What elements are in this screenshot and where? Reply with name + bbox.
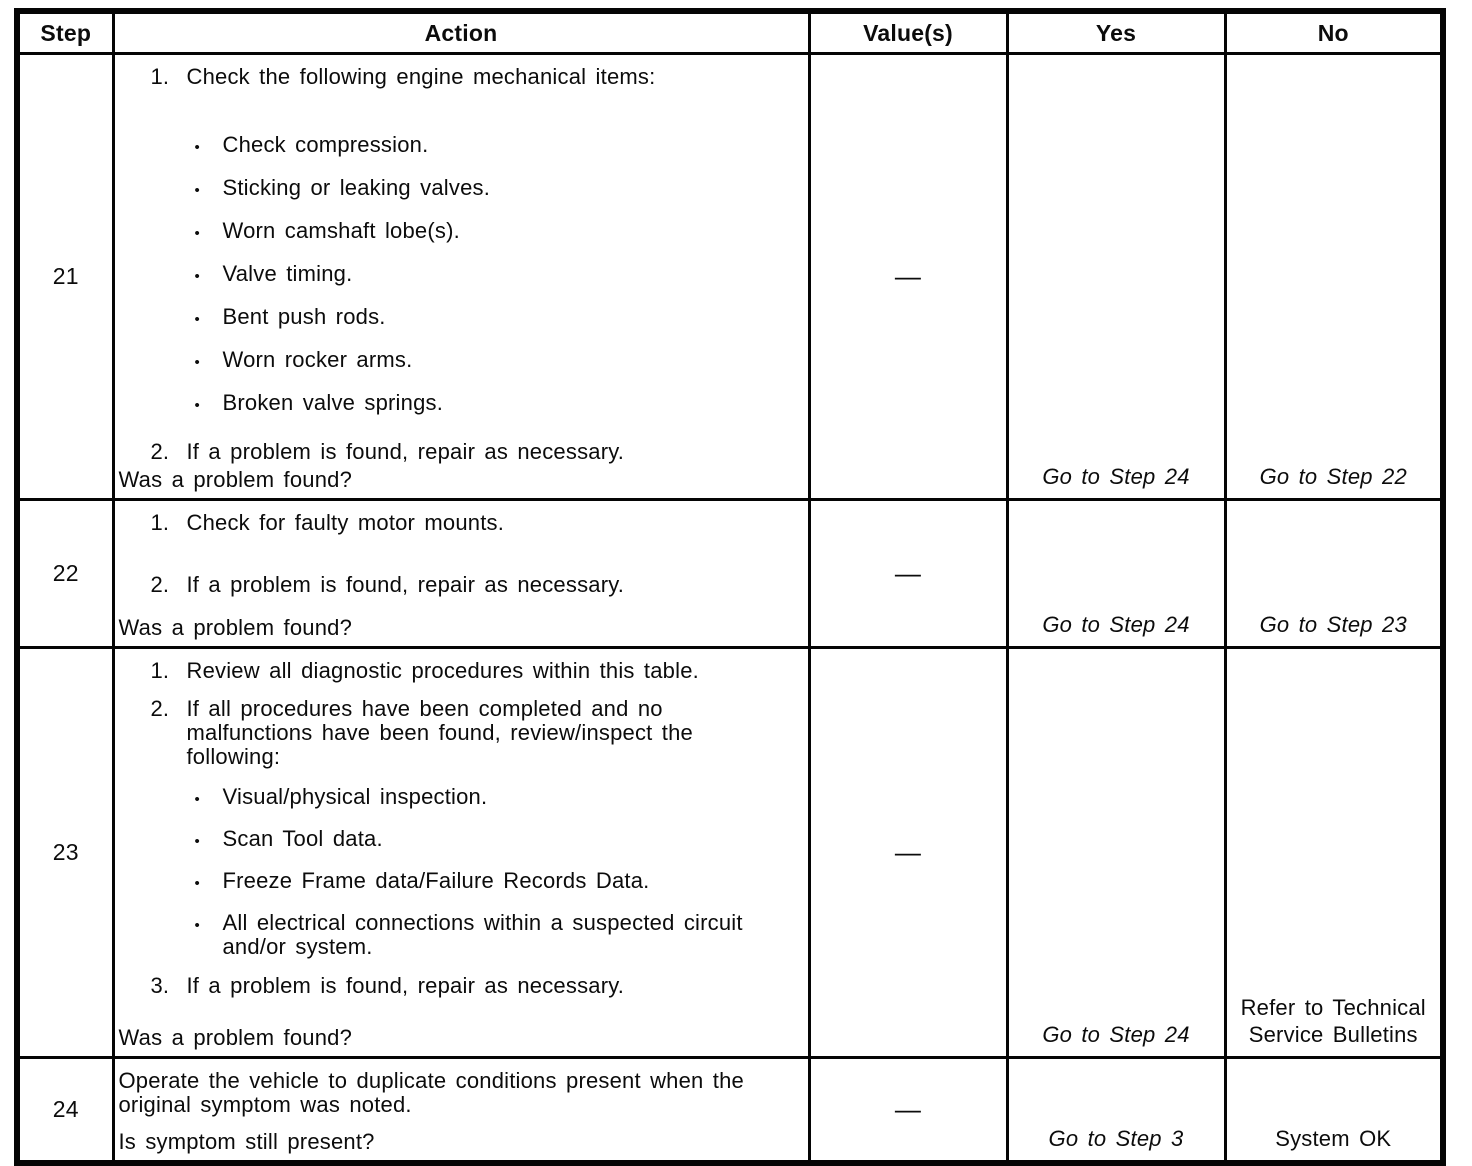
no-cell: System OK bbox=[1225, 1058, 1443, 1163]
bullet-text: Visual/physical inspection. bbox=[222, 784, 488, 809]
bullet-item bbox=[195, 911, 804, 959]
bullet-icon: • bbox=[194, 791, 200, 808]
bullet-icon: • bbox=[194, 139, 200, 156]
numbered-item bbox=[151, 974, 804, 998]
bullet-item bbox=[195, 785, 804, 812]
yes-cell: Go to Step 24 bbox=[1007, 54, 1225, 500]
table-row bbox=[17, 648, 1443, 1058]
numbered-item bbox=[151, 659, 804, 683]
value-cell: — bbox=[809, 54, 1007, 500]
bullet-item bbox=[195, 391, 804, 418]
bullet-text: Broken valve springs. bbox=[222, 390, 444, 415]
bullet-text: Freeze Frame data/Failure Records Data. bbox=[222, 868, 650, 893]
table-body bbox=[17, 54, 1443, 1163]
bullet-text: Bent push rods. bbox=[222, 304, 386, 329]
bullet-icon: • bbox=[194, 917, 200, 934]
bullet-text: Worn camshaft lobe(s). bbox=[222, 218, 460, 243]
no-cell: Refer to Technical Service Bulletins bbox=[1225, 648, 1443, 1058]
bullet-icon: • bbox=[194, 182, 200, 199]
bullet-icon: • bbox=[194, 354, 200, 371]
header-row bbox=[17, 11, 1443, 54]
bullet-icon: • bbox=[194, 225, 200, 242]
bullet-text: Valve timing. bbox=[222, 261, 353, 286]
value-cell: — bbox=[809, 500, 1007, 648]
bullet-item bbox=[195, 176, 804, 203]
no-cell: Go to Step 23 bbox=[1225, 500, 1443, 648]
bullet-item bbox=[195, 348, 804, 375]
item-number: 1. bbox=[150, 510, 170, 535]
item-number: 1. bbox=[150, 658, 170, 683]
bullet-text: Sticking or leaking valves. bbox=[222, 175, 491, 200]
yes-cell: Go to Step 24 bbox=[1007, 648, 1225, 1058]
item-text: If a problem is found, repair as necessary. bbox=[186, 973, 625, 998]
bullet-text: Worn rocker arms. bbox=[222, 347, 413, 372]
numbered-item bbox=[151, 697, 804, 769]
diagnostic-table bbox=[14, 8, 1446, 1166]
value-cell: — bbox=[809, 1058, 1007, 1163]
step-number: 23 bbox=[17, 648, 113, 1058]
bullet-icon: • bbox=[194, 875, 200, 892]
header-yes: Yes bbox=[1007, 11, 1225, 54]
item-text: If all procedures have been completed and no malfunctions have been found, review/inspect the following: bbox=[186, 696, 693, 769]
question-text: Was a problem found? bbox=[118, 1025, 353, 1050]
item-text: If a problem is found, repair as necessary. bbox=[186, 439, 625, 464]
numbered-item bbox=[151, 511, 804, 535]
bullet-icon: • bbox=[194, 833, 200, 850]
bullet-list bbox=[119, 785, 804, 959]
bullet-item bbox=[195, 219, 804, 246]
item-text: Check for faulty motor mounts. bbox=[186, 510, 505, 535]
bullet-list bbox=[119, 133, 804, 418]
value-cell: — bbox=[809, 648, 1007, 1058]
question-text: Was a problem found? bbox=[118, 615, 353, 640]
item-number: 2. bbox=[150, 439, 170, 464]
bullet-item bbox=[195, 305, 804, 332]
yes-cell: Go to Step 3 bbox=[1007, 1058, 1225, 1163]
action-text: Operate the vehicle to duplicate conditions present when the original symptom was noted. bbox=[118, 1068, 744, 1117]
bullet-text: Scan Tool data. bbox=[222, 826, 383, 851]
item-number: 3. bbox=[150, 973, 170, 998]
bullet-icon: • bbox=[194, 397, 200, 414]
bullet-icon: • bbox=[194, 311, 200, 328]
bullet-item bbox=[195, 827, 804, 854]
yes-cell: Go to Step 24 bbox=[1007, 500, 1225, 648]
numbered-item bbox=[151, 65, 804, 89]
step-number: 24 bbox=[17, 1058, 113, 1163]
header-no: No bbox=[1225, 11, 1443, 54]
no-cell: Go to Step 22 bbox=[1225, 54, 1443, 500]
numbered-item bbox=[151, 440, 804, 464]
step-number: 21 bbox=[17, 54, 113, 500]
step-number: 22 bbox=[17, 500, 113, 648]
action-cell bbox=[113, 648, 809, 1058]
item-number: 2. bbox=[150, 572, 170, 597]
bullet-icon: • bbox=[194, 268, 200, 285]
action-cell bbox=[113, 1058, 809, 1163]
question-text: Is symptom still present? bbox=[118, 1128, 375, 1154]
item-text: Check the following engine mechanical items: bbox=[186, 64, 656, 89]
bullet-text: Check compression. bbox=[222, 132, 429, 157]
bullet-item bbox=[195, 262, 804, 289]
header-action: Action bbox=[113, 11, 809, 54]
header-values: Value(s) bbox=[809, 11, 1007, 54]
bullet-text: All electrical connections within a suspected circuit and/or system. bbox=[222, 910, 743, 959]
table-row bbox=[17, 1058, 1443, 1163]
numbered-item bbox=[151, 573, 804, 597]
bullet-item bbox=[195, 869, 804, 896]
action-cell bbox=[113, 500, 809, 648]
table-header bbox=[17, 11, 1443, 54]
header-step: Step bbox=[17, 11, 113, 54]
item-number: 1. bbox=[150, 64, 170, 89]
table-row bbox=[17, 500, 1443, 648]
item-text: Review all diagnostic procedures within this table. bbox=[186, 658, 699, 683]
action-cell bbox=[113, 54, 809, 500]
bullet-item bbox=[195, 133, 804, 160]
item-number: 2. bbox=[150, 696, 170, 721]
item-text: If a problem is found, repair as necessary. bbox=[186, 572, 625, 597]
question-text: Was a problem found? bbox=[118, 467, 353, 492]
table-row bbox=[17, 54, 1443, 500]
